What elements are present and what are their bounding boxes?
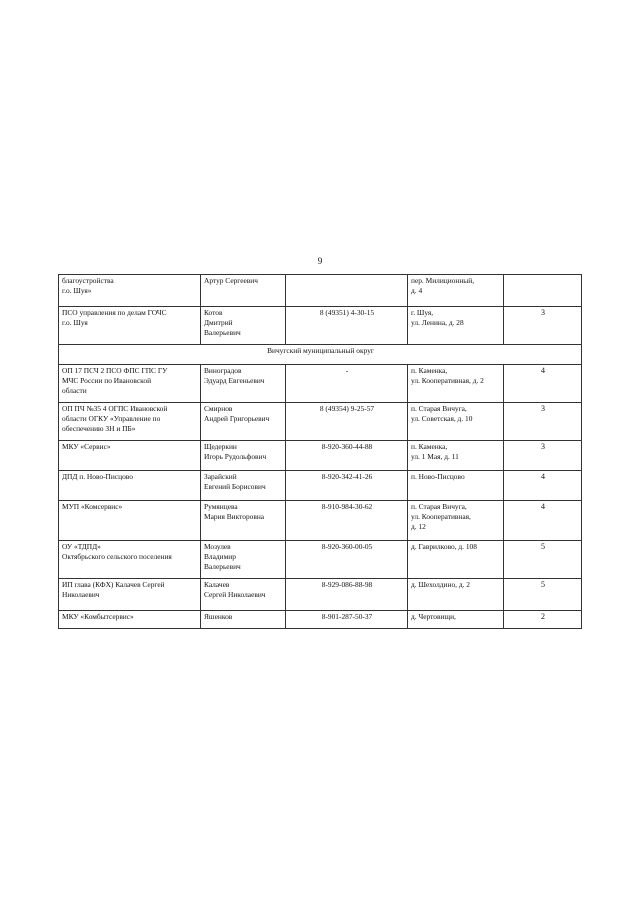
organization-cell: ОП ПЧ №35 4 ОГПС Ивановской области ОГКУ «Управление по обеспечению ЗН и ПБ»: [59, 403, 201, 441]
table-row: [59, 403, 582, 441]
table-row: [59, 441, 582, 471]
phone-cell: 8-920-342-41-26: [286, 471, 408, 501]
address-cell: п. Старая Вичуга, ул. Советская, д. 10: [408, 403, 504, 441]
section-header-row: [59, 345, 582, 365]
address-cell: д. Чертовищи,: [408, 611, 504, 629]
count-cell: 4: [504, 471, 582, 501]
organization-cell: МКУ «Сервис»: [59, 441, 201, 471]
organization-cell: ДПД п. Ново-Писцово: [59, 471, 201, 501]
phone-cell: 8 (49351) 4-30-15: [286, 307, 408, 345]
contact-person-cell: Румянцева Мария Викторовна: [201, 501, 286, 541]
address-cell: г. Шуя, ул. Ленина, д. 28: [408, 307, 504, 345]
table-row: [59, 307, 582, 345]
address-cell: п. Каменка, ул. Кооперативная, д. 2: [408, 365, 504, 403]
address-cell: п. Ново-Писцово: [408, 471, 504, 501]
contact-person-cell: Калачев Сергей Николаевич: [201, 579, 286, 611]
phone-cell: 8-910-984-30-62: [286, 501, 408, 541]
phone-cell: 8 (49354) 9-25-57: [286, 403, 408, 441]
contact-person-cell: Виноградов Эдуард Евгеньевич: [201, 365, 286, 403]
organizations-table: [58, 274, 582, 629]
count-cell: 5: [504, 579, 582, 611]
contact-person-cell: Смирнов Андрей Григорьевич: [201, 403, 286, 441]
contact-person-cell: Котов Дмитрий Валерьевич: [201, 307, 286, 345]
count-cell: 4: [504, 365, 582, 403]
count-cell: 4: [504, 501, 582, 541]
phone-cell: [286, 275, 408, 307]
contact-person-cell: Зарайский Евгений Борисович: [201, 471, 286, 501]
organization-cell: ИП глава (КФХ) Калачев Сергей Николаевич: [59, 579, 201, 611]
organization-cell: ОП 17 ПСЧ 2 ПСО ФПС ГПС ГУ МЧС России по Ивановской области: [59, 365, 201, 403]
count-cell: 3: [504, 403, 582, 441]
count-cell: 5: [504, 541, 582, 579]
contact-person-cell: Мозулев Владимир Валерьевич: [201, 541, 286, 579]
table-row: [59, 365, 582, 403]
table-row: [59, 501, 582, 541]
table-row: [59, 471, 582, 501]
phone-cell: 8-920-360-44-88: [286, 441, 408, 471]
phone-cell: 8-929-086-88-98: [286, 579, 408, 611]
organization-cell: благоустройства г.о. Шуя»: [59, 275, 201, 307]
table-row: [59, 611, 582, 629]
address-cell: д. Гаврилково, д. 108: [408, 541, 504, 579]
organization-cell: ПСО управления по делам ГОЧС г.о. Шуя: [59, 307, 201, 345]
address-cell: д. Шехолдино, д. 2: [408, 579, 504, 611]
table-row: [59, 541, 582, 579]
address-cell: п. Старая Вичуга, ул. Кооперативная, д. 12: [408, 501, 504, 541]
count-cell: [504, 275, 582, 307]
count-cell: 3: [504, 441, 582, 471]
section-title: Вичугский муниципальный округ: [59, 345, 582, 365]
contact-person-cell: Щедеркин Игорь Рудольфович: [201, 441, 286, 471]
organization-cell: МУП «Комсервис»: [59, 501, 201, 541]
address-cell: п. Каменка, ул. 1 Мая, д. 11: [408, 441, 504, 471]
count-cell: 2: [504, 611, 582, 629]
contact-person-cell: Артур Сергеевич: [201, 275, 286, 307]
organization-cell: МКУ «Комбытсервис»: [59, 611, 201, 629]
organization-cell: ОУ «ТДПД» Октябрьского сельского поселения: [59, 541, 201, 579]
address-cell: пер. Милиционный, д. 4: [408, 275, 504, 307]
count-cell: 3: [504, 307, 582, 345]
phone-cell: 8-901-287-50-37: [286, 611, 408, 629]
table-row: [59, 579, 582, 611]
phone-cell: -: [286, 365, 408, 403]
table-row: [59, 275, 582, 307]
page-number: 9: [317, 256, 323, 266]
contact-person-cell: Яшенков: [201, 611, 286, 629]
phone-cell: 8-920-360-00-05: [286, 541, 408, 579]
